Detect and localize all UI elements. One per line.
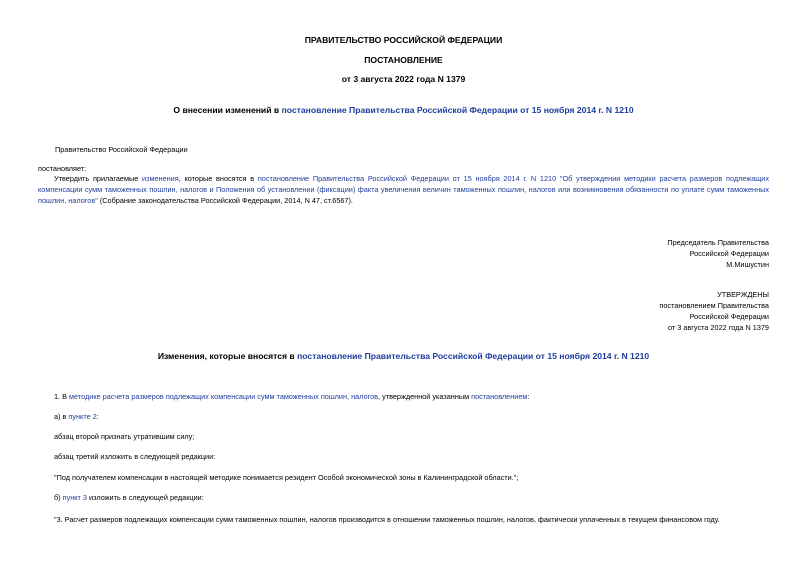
resolution-1210-link[interactable]: постановление Правительства Российской Федерации от 15 ноября 2014 г. N 1210 "Об утверждении методики расчета размеров подлежащих компенсации сумм таможенных пошлин, налогов и Положения об установлении (фиксации) факта увеличения величин таможенных пошлин, налогов или возникновения обязанности по уплате сумм таможенных пошлин, налогов"	[38, 174, 770, 206]
document-date: от 3 августа 2022 года N 1379	[341, 74, 466, 84]
approved-org: Российской Федерации	[689, 312, 769, 321]
approved-by: постановлением Правительства	[659, 301, 769, 310]
title-text: О внесении изменений в	[173, 105, 282, 115]
approved-date: от 3 августа 2022 года N 1379	[667, 323, 769, 332]
signature-name: М.Мишустин	[726, 260, 769, 269]
point-2-link[interactable]: пункте 2	[68, 412, 97, 421]
changes-title	[0, 351, 807, 361]
abs2-line: абзац второй признать утратившим силу;	[54, 432, 195, 441]
item1-text-b: , утвержденной указанным	[378, 392, 472, 401]
government-line: Правительство Российской Федерации	[55, 145, 188, 154]
methodology-link[interactable]: методике расчета размеров подлежащих компенсации сумм таможенных пошлин, налогов	[69, 392, 379, 401]
item-b	[54, 492, 204, 504]
item1-text-a: 1. В	[54, 392, 70, 401]
approved-label: УТВЕРЖДЕНЫ	[717, 290, 769, 299]
item-b-suffix: изложить в следующей редакции:	[86, 493, 204, 502]
p1-text-b: , которые вносятся в	[178, 174, 258, 183]
government-heading: ПРАВИТЕЛЬСТВО РОССИЙСКОЙ ФЕДЕРАЦИИ	[304, 35, 503, 45]
changes-link[interactable]: изменения	[142, 174, 179, 183]
document-title	[0, 105, 807, 115]
p1-text-a: Утвердить прилагаемые	[54, 174, 143, 183]
changes-title-text: Изменения, которые вносятся в	[157, 351, 298, 361]
item-a	[54, 411, 99, 423]
abs3-line: абзац третий изложить в следующей редакции:	[54, 452, 216, 461]
point-3-link[interactable]: пункт 3	[62, 493, 87, 502]
item-1	[54, 391, 529, 403]
title-link[interactable]: постановление Правительства Российской Федерации от 15 ноября 2014 г. N 1210	[281, 105, 634, 115]
resolution-link[interactable]: постановлением	[471, 392, 528, 401]
signature-position: Председатель Правительства	[667, 238, 769, 247]
quote-calculation: "3. Расчет размеров подлежащих компенсации сумм таможенных пошлин, налогов производится в отношении таможенных пошлин, налогов, фактически уплаченных в текущем финансовом году.	[54, 515, 720, 524]
item-b-prefix: б)	[54, 493, 63, 502]
item1-text-c: :	[527, 392, 530, 401]
item-a-prefix: а) в	[54, 412, 69, 421]
quote-recipient: "Под получателем компенсации в настоящей методике понимается резидент Особой экономической зоны в Калининградской области.";	[54, 473, 519, 482]
item-a-suffix: :	[96, 412, 99, 421]
main-paragraph	[38, 173, 769, 207]
document-type: ПОСТАНОВЛЕНИЕ	[364, 55, 443, 65]
decides-line: постановляет:	[38, 164, 87, 173]
changes-title-link[interactable]: постановление Правительства Российской Федерации от 15 ноября 2014 г. N 1210	[297, 351, 650, 361]
signature-org: Российской Федерации	[689, 249, 769, 258]
p1-text-c: (Собрание законодательства Российской Федерации, 2014, N 47, ст.6567).	[97, 196, 353, 206]
